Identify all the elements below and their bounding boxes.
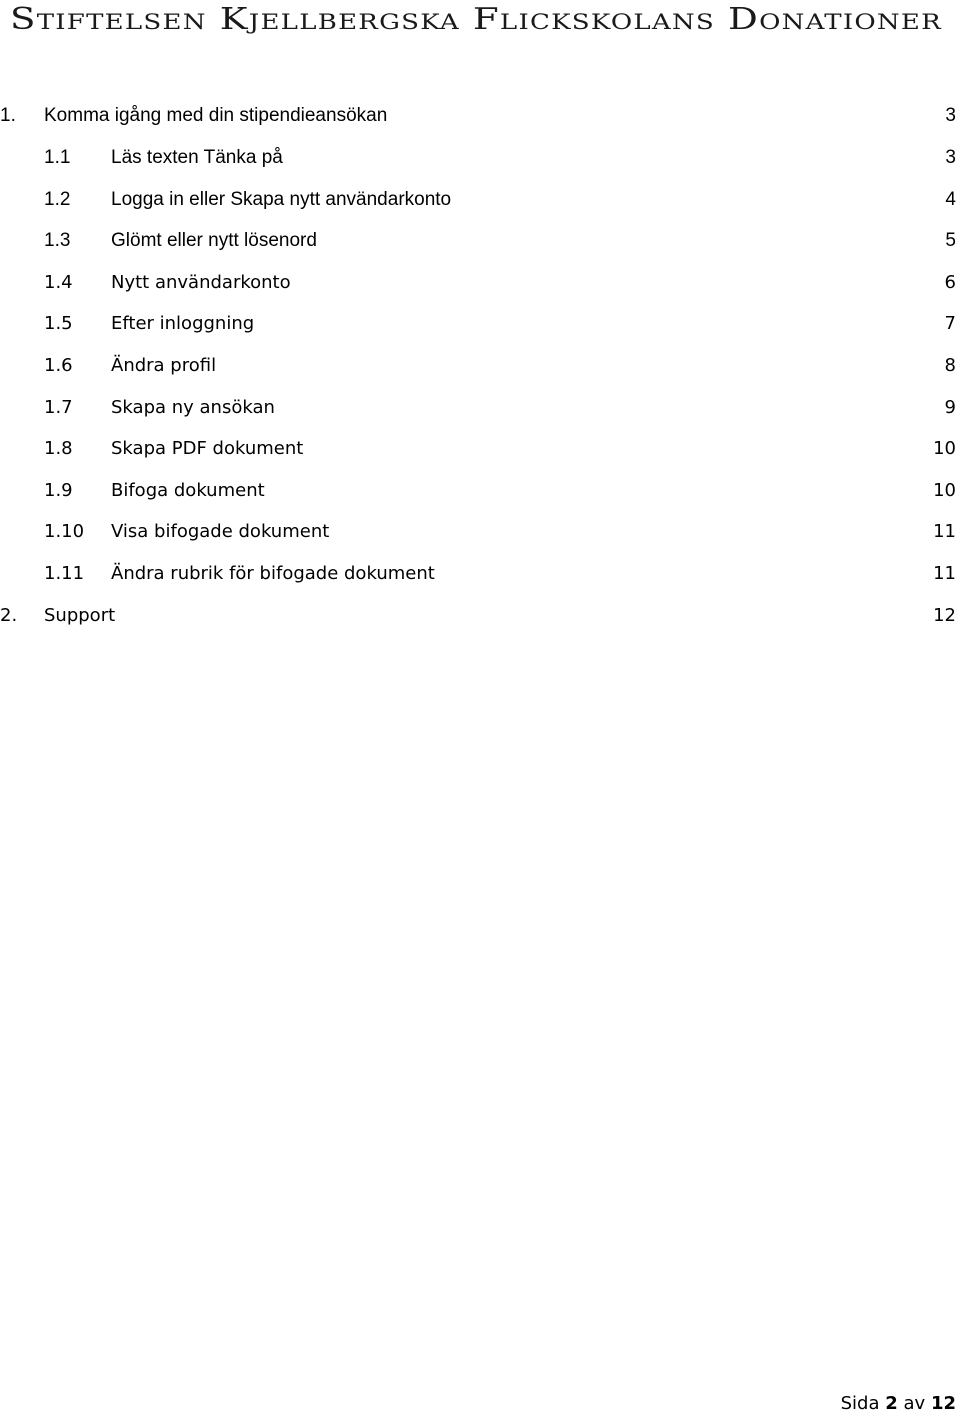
toc-number: 1.10: [44, 521, 85, 542]
toc-page-number: 4: [945, 189, 956, 210]
toc-title: Skapa ny ansökan: [111, 397, 275, 418]
footer-page-prefix: Sida: [840, 1393, 880, 1414]
toc-entry[interactable]: [0, 102, 960, 130]
toc-entry[interactable]: [0, 186, 960, 214]
document-header: [10, 2, 945, 36]
page-footer: [841, 1392, 956, 1416]
toc-page-number: 10: [933, 438, 956, 459]
toc-title: Skapa PDF dokument: [111, 438, 304, 459]
toc-title: Ändra profil: [111, 355, 217, 376]
toc-title: Komma igång med din stipendieansökan: [44, 105, 388, 126]
toc-page-number: 6: [944, 272, 956, 293]
toc-number: 1.2: [44, 189, 71, 210]
toc-entry[interactable]: [0, 477, 960, 505]
toc-entry[interactable]: [0, 518, 960, 546]
toc-entry[interactable]: [0, 310, 960, 338]
toc-title: Nytt användarkonto: [111, 272, 291, 293]
toc-number: 1.9: [44, 480, 73, 501]
header-title-logo: [10, 2, 945, 36]
toc-title: Glömt eller nytt lösenord: [111, 230, 317, 251]
toc-entry[interactable]: [0, 269, 960, 297]
toc-number: 1.3: [44, 230, 71, 251]
footer-total-pages: 12: [930, 1393, 956, 1414]
toc-title: Bifoga dokument: [111, 480, 265, 501]
toc-entry[interactable]: [0, 144, 960, 172]
toc-number: 1.1: [44, 147, 71, 168]
toc-number: 1.11: [44, 563, 85, 584]
footer-separator: av: [903, 1393, 926, 1414]
toc-page-number: 11: [933, 563, 956, 584]
toc-entry[interactable]: [0, 435, 960, 463]
toc-number: 1.6: [44, 355, 73, 376]
toc-page-number: 10: [933, 480, 956, 501]
header-title: Stiftelsen Kjellbergska Flickskolans Donationer: [10, 2, 943, 36]
toc-page-number: 3: [945, 147, 956, 168]
toc-page-number: 11: [933, 521, 956, 542]
toc-page-number: 7: [944, 313, 956, 334]
toc-title: Efter inloggning: [111, 313, 255, 334]
toc-page-number: 12: [933, 605, 956, 626]
toc-number: 1.: [0, 105, 16, 126]
toc-page-number: 9: [944, 397, 956, 418]
toc-title: Ändra rubrik för bifogade dokument: [111, 563, 435, 584]
toc-title: Logga in eller Skapa nytt användarkonto: [111, 189, 452, 210]
toc-number: 1.7: [44, 397, 73, 418]
toc-entry[interactable]: [0, 352, 960, 380]
toc-entry[interactable]: [0, 560, 960, 588]
toc-number: 1.8: [44, 438, 73, 459]
toc-entry[interactable]: [0, 227, 960, 255]
toc-page-number: 8: [944, 355, 956, 376]
toc-entry[interactable]: [0, 394, 960, 422]
toc-title: Läs texten Tänka på: [111, 147, 283, 168]
toc-title: Visa bifogade dokument: [111, 521, 330, 542]
toc-number: 2.: [0, 605, 18, 626]
toc-number: 1.5: [44, 313, 73, 334]
toc-entry[interactable]: [0, 602, 960, 630]
toc-title: Support: [44, 605, 116, 626]
footer-current-page: 2: [885, 1393, 898, 1414]
toc-page-number: 3: [945, 105, 956, 126]
toc-number: 1.4: [44, 272, 73, 293]
toc-page-number: 5: [945, 230, 956, 251]
